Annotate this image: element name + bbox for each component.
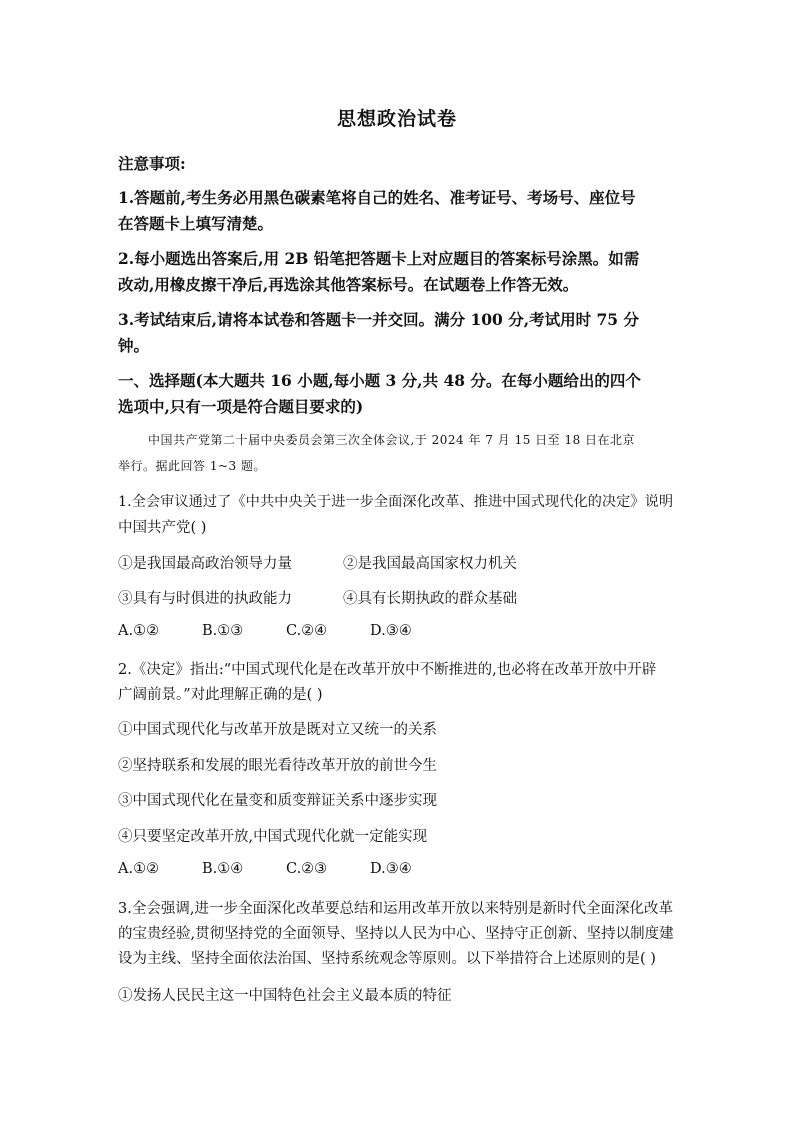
notice-item-3-cont: 钟。 (118, 336, 150, 355)
option-a: A.①② (118, 861, 160, 877)
option-b: B.①④ (202, 861, 244, 877)
question-2-statement-2: ②坚持联系和发展的眼光看待改革开放的前世今生 (118, 758, 437, 774)
question-2-statement-1: ①中国式现代化与改革开放是既对立又统一的关系 (118, 722, 437, 738)
question-1-statements-row2 (118, 587, 517, 608)
statement-3: ③具有与时俱进的执政能力 (118, 591, 292, 607)
notice-item-2: 2.每小题选出答案后,用 2B 铅笔把答题卡上对应题目的答案标号涂黑。如需 (118, 249, 640, 268)
option-a: A.①② (118, 623, 160, 639)
notice-item-1: 1.答题前,考生务必用黑色碳素笔将自己的姓名、准考证号、考场号、座位号 (118, 188, 636, 207)
statement-4: ④具有长期执政的群众基础 (343, 591, 517, 607)
option-c: C.②④ (286, 623, 328, 639)
page-title: 思想政治试卷 (336, 108, 457, 130)
question-2-statement-4: ④只要坚定改革开放,中国式现代化就一定能实现 (118, 829, 428, 845)
question-3-stem: 3.全会强调,进一步全面深化改革要总结和运用改革开放以来特别是新时代全面深化改革 (118, 901, 673, 917)
notice-item-2-cont: 改动,用橡皮擦干净后,再选涂其他答案标号。在试题卷上作答无效。 (118, 275, 579, 294)
option-d: D.③④ (370, 623, 412, 639)
question-2-stem-cont: 广阔前景。”对此理解正确的是( ) (118, 687, 323, 703)
question-1-options (118, 623, 412, 639)
question-2-stem: 2.《决定》指出:“中国式现代化是在改革开放中不断推进的,也必将在改革开放中开辟 (118, 662, 657, 678)
question-1-stem-cont: 中国共产党( ) (118, 520, 207, 536)
passage-text: 中国共产党第二十届中央委员会第三次全体会议,于 2024 年 7 月 15 日至 18 日在北京 (148, 433, 636, 447)
option-d: D.③④ (370, 861, 412, 877)
question-3-stem-cont-1: 的宝贵经验,贯彻坚持党的全面领导、坚持以人民为中心、坚持守正创新、坚持以制度建 (118, 926, 674, 942)
statement-2: ②是我国最高国家权力机关 (343, 556, 517, 572)
question-3-stem-cont-2: 设为主线、坚持全面依法治国、坚持系统观念等原则。以下举措符合上述原则的是( ) (118, 951, 656, 967)
passage-text-cont: 举行。据此回答 1~3 题。 (118, 459, 266, 473)
notice-item-3: 3.考试结束后,请将本试卷和答题卡一并交回。满分 100 分,考试用时 75 分 (118, 310, 639, 329)
question-2-options (118, 861, 412, 877)
question-2-statement-3: ③中国式现代化在量变和质变辩证关系中逐步实现 (118, 793, 437, 809)
option-b: B.①③ (202, 623, 244, 639)
option-c: C.②③ (286, 861, 328, 877)
question-1-stem: 1.全会审议通过了《中共中央关于进一步全面深化改革、推进中国式现代化的决定》说明 (118, 494, 674, 510)
notice-heading: 注意事项: (118, 154, 186, 173)
question-3-statement-1: ①发扬人民民主这一中国特色社会主义最本质的特征 (118, 988, 452, 1004)
section-heading-cont: 选项中,只有一项是符合题目要求的) (118, 397, 364, 416)
notice-item-1-cont: 在答题卡上填写清楚。 (118, 214, 274, 233)
statement-1: ①是我国最高政治领导力量 (118, 556, 292, 572)
question-1-statements-row1 (118, 552, 517, 573)
section-heading: 一、选择题(本大题共 16 小题,每小题 3 分,共 48 分。在每小题给出的四个 (118, 371, 641, 390)
